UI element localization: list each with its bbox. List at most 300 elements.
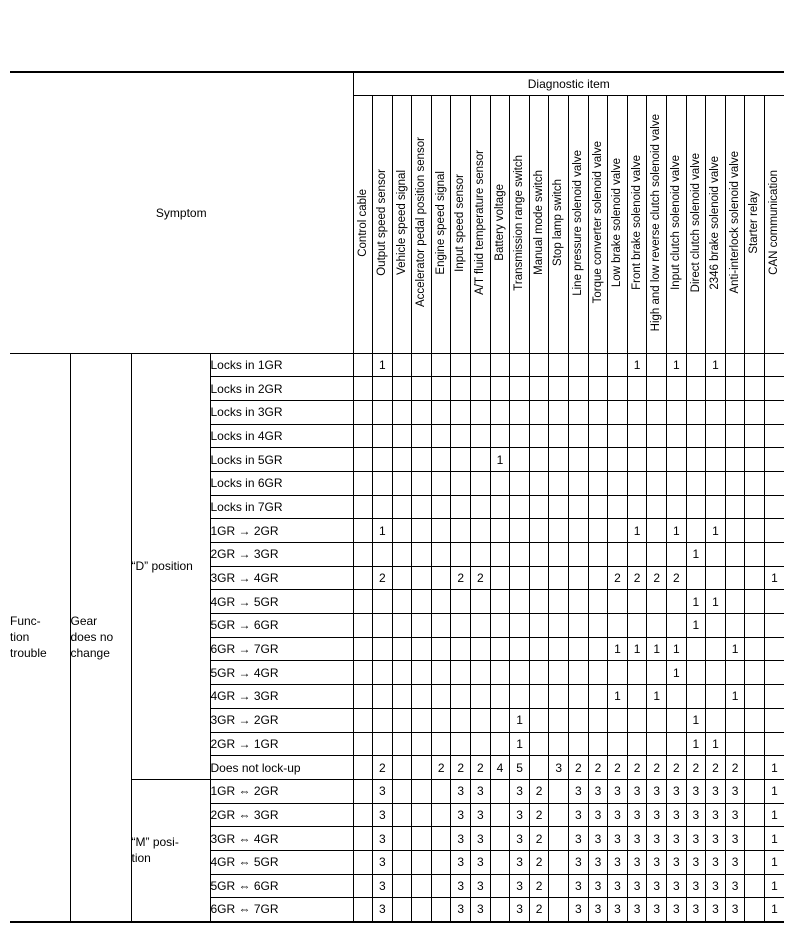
d-position-label: “D” position	[131, 559, 193, 574]
value-cell	[412, 874, 432, 898]
value-cell: 2	[725, 756, 745, 780]
value-cell	[764, 519, 784, 543]
value-cell	[686, 637, 706, 661]
value-cell	[529, 471, 549, 495]
value-cell	[490, 685, 510, 709]
value-cell	[412, 708, 432, 732]
value-cell	[549, 661, 569, 685]
value-cell: 2	[667, 756, 687, 780]
value-cell	[549, 708, 569, 732]
diagnostic-item-label: Front brake solenoid valve	[630, 155, 643, 290]
value-cell	[706, 400, 726, 424]
value-cell	[725, 661, 745, 685]
value-cell	[667, 495, 687, 519]
value-cell	[431, 471, 451, 495]
value-cell	[745, 543, 765, 567]
value-cell	[471, 424, 491, 448]
value-cell	[373, 424, 393, 448]
value-cell	[725, 353, 745, 377]
value-cell	[686, 377, 706, 401]
value-cell	[745, 495, 765, 519]
diagnostic-item-header-cell	[471, 95, 491, 353]
value-cell	[431, 353, 451, 377]
value-cell	[373, 590, 393, 614]
value-cell	[588, 495, 608, 519]
value-cell	[764, 708, 784, 732]
value-cell	[627, 400, 647, 424]
value-cell: 1	[764, 898, 784, 922]
value-cell	[412, 685, 432, 709]
m-position-label: “M” posi- tion	[131, 835, 179, 866]
value-cell	[490, 874, 510, 898]
value-cell	[764, 661, 784, 685]
value-cell	[451, 590, 471, 614]
value-cell	[490, 566, 510, 590]
value-cell	[627, 424, 647, 448]
value-cell	[529, 614, 549, 638]
value-cell: 1	[764, 850, 784, 874]
value-cell	[627, 543, 647, 567]
value-cell: 1	[706, 732, 726, 756]
value-cell	[725, 424, 745, 448]
value-cell	[529, 590, 549, 614]
value-cell	[549, 874, 569, 898]
value-cell: 3	[569, 827, 589, 851]
diagnostic-item-label: Direct clutch solenoid valve	[689, 152, 702, 293]
value-cell	[510, 377, 530, 401]
value-cell: 2	[706, 756, 726, 780]
value-cell	[392, 519, 412, 543]
value-cell	[392, 353, 412, 377]
value-cell: 1	[706, 590, 726, 614]
value-cell	[451, 543, 471, 567]
value-cell	[764, 448, 784, 472]
value-cell	[529, 353, 549, 377]
value-cell	[686, 495, 706, 519]
value-cell: 3	[725, 803, 745, 827]
value-cell	[725, 732, 745, 756]
value-cell: 1	[764, 827, 784, 851]
value-cell	[667, 424, 687, 448]
value-cell: 2	[431, 756, 451, 780]
value-cell	[745, 756, 765, 780]
value-cell	[431, 424, 451, 448]
value-cell: 1	[627, 353, 647, 377]
value-cell	[431, 685, 451, 709]
diagnostic-item-header-cell	[588, 95, 608, 353]
value-cell	[373, 543, 393, 567]
value-cell	[569, 448, 589, 472]
value-cell	[627, 471, 647, 495]
diagnostic-item-label: Manual mode switch	[532, 170, 545, 275]
value-cell: 3	[510, 874, 530, 898]
value-cell	[745, 850, 765, 874]
value-cell: 1	[647, 637, 667, 661]
value-cell: 1	[706, 353, 726, 377]
value-cell	[569, 708, 589, 732]
value-cell	[431, 827, 451, 851]
value-cell	[471, 708, 491, 732]
value-cell	[353, 708, 373, 732]
value-cell	[412, 400, 432, 424]
value-cell	[431, 637, 451, 661]
value-cell	[745, 898, 765, 922]
value-cell: 3	[569, 874, 589, 898]
value-cell	[569, 377, 589, 401]
value-cell: 3	[725, 827, 745, 851]
value-cell	[392, 803, 412, 827]
value-cell: 1	[667, 637, 687, 661]
diagnostic-item-label: Stop lamp switch	[552, 179, 565, 266]
value-cell	[412, 424, 432, 448]
value-cell	[431, 661, 451, 685]
value-cell	[471, 685, 491, 709]
value-cell	[431, 708, 451, 732]
value-cell	[431, 519, 451, 543]
value-cell	[647, 448, 667, 472]
value-cell	[353, 400, 373, 424]
value-cell	[431, 779, 451, 803]
value-cell	[510, 471, 530, 495]
value-cell	[431, 850, 451, 874]
value-cell	[373, 732, 393, 756]
value-cell: 3	[588, 874, 608, 898]
value-cell	[451, 614, 471, 638]
diagnostic-item-label: 2346 brake solenoid valve	[709, 155, 722, 290]
value-cell	[392, 637, 412, 661]
value-cell	[725, 614, 745, 638]
value-cell	[373, 708, 393, 732]
diagnostic-item-label: High and low reverse clutch solenoid valve	[650, 113, 663, 332]
value-cell	[745, 377, 765, 401]
value-cell	[549, 353, 569, 377]
value-cell	[627, 732, 647, 756]
value-cell	[490, 779, 510, 803]
value-cell: 2	[529, 850, 549, 874]
value-cell	[373, 661, 393, 685]
value-cell	[764, 424, 784, 448]
value-cell: 3	[510, 779, 530, 803]
value-cell	[745, 400, 765, 424]
value-cell	[490, 803, 510, 827]
value-cell: 1	[608, 685, 628, 709]
value-cell	[588, 519, 608, 543]
value-cell: 1	[764, 874, 784, 898]
value-cell	[608, 732, 628, 756]
value-cell	[706, 377, 726, 401]
value-cell: 1	[764, 566, 784, 590]
value-cell	[627, 377, 647, 401]
value-cell	[510, 424, 530, 448]
value-cell	[764, 353, 784, 377]
value-cell	[490, 353, 510, 377]
value-cell	[686, 519, 706, 543]
value-cell	[647, 495, 667, 519]
value-cell	[373, 400, 393, 424]
value-cell	[529, 519, 549, 543]
value-cell	[706, 543, 726, 567]
value-cell: 3	[647, 850, 667, 874]
value-cell	[745, 614, 765, 638]
value-cell: 3	[373, 827, 393, 851]
value-cell	[471, 543, 491, 567]
value-cell	[725, 495, 745, 519]
value-cell	[431, 898, 451, 922]
value-cell: 3	[451, 874, 471, 898]
value-cell: 3	[706, 803, 726, 827]
value-cell	[549, 377, 569, 401]
value-cell	[392, 566, 412, 590]
value-cell	[764, 400, 784, 424]
value-cell	[431, 590, 451, 614]
value-cell: 1	[667, 661, 687, 685]
value-cell	[529, 566, 549, 590]
value-cell	[706, 471, 726, 495]
diagnostic-item-label: Low brake solenoid valve	[611, 157, 624, 288]
value-cell	[392, 827, 412, 851]
value-cell	[412, 495, 432, 519]
diagnostic-item-header-cell	[667, 95, 687, 353]
value-cell: 3	[588, 898, 608, 922]
value-cell	[588, 471, 608, 495]
value-cell: 1	[725, 685, 745, 709]
value-cell	[412, 543, 432, 567]
value-cell: 3	[608, 803, 628, 827]
diagnostic-item-label: Input speed sensor	[454, 173, 467, 272]
value-cell	[608, 424, 628, 448]
value-cell	[471, 353, 491, 377]
diagnostic-item-label: Vehicle speed signal	[395, 170, 408, 275]
value-cell	[353, 827, 373, 851]
value-cell	[412, 590, 432, 614]
value-cell	[725, 708, 745, 732]
value-cell	[431, 874, 451, 898]
value-cell: 3	[451, 898, 471, 922]
value-cell	[451, 353, 471, 377]
value-cell	[471, 590, 491, 614]
value-cell	[725, 543, 745, 567]
value-cell	[412, 661, 432, 685]
value-cell	[412, 471, 432, 495]
value-cell	[412, 779, 432, 803]
value-cell: 3	[608, 827, 628, 851]
value-cell	[373, 471, 393, 495]
value-cell	[647, 424, 667, 448]
value-cell	[353, 874, 373, 898]
value-cell	[667, 614, 687, 638]
value-cell	[588, 661, 608, 685]
value-cell	[353, 471, 373, 495]
value-cell: 3	[686, 898, 706, 922]
value-cell	[392, 661, 412, 685]
value-cell	[588, 566, 608, 590]
value-cell	[549, 424, 569, 448]
value-cell: 1	[686, 614, 706, 638]
symptom-cell: Locks in 3GR	[210, 400, 353, 424]
value-cell	[510, 661, 530, 685]
value-cell: 1	[627, 637, 647, 661]
value-cell	[451, 637, 471, 661]
value-cell	[431, 614, 451, 638]
value-cell	[686, 353, 706, 377]
value-cell: 2	[471, 566, 491, 590]
value-cell	[608, 353, 628, 377]
value-cell	[745, 353, 765, 377]
value-cell: 3	[471, 803, 491, 827]
value-cell: 3	[706, 874, 726, 898]
value-cell: 1	[373, 353, 393, 377]
value-cell: 1	[686, 708, 706, 732]
diagnostic-item-header-cell	[451, 95, 471, 353]
value-cell: 2	[529, 803, 549, 827]
value-cell: 3	[373, 779, 393, 803]
value-cell: 3	[569, 898, 589, 922]
value-cell: 2	[686, 756, 706, 780]
value-cell: 3	[588, 827, 608, 851]
symptom-cell: 2GR ⇔ 3GR	[210, 803, 353, 827]
value-cell	[549, 495, 569, 519]
value-cell: 3	[588, 803, 608, 827]
value-cell	[490, 898, 510, 922]
value-cell	[529, 400, 549, 424]
value-cell	[529, 543, 549, 567]
value-cell	[706, 637, 726, 661]
value-cell	[431, 803, 451, 827]
gear-no-change-label: Gear does no change	[70, 614, 114, 660]
value-cell	[549, 898, 569, 922]
value-cell: 3	[627, 850, 647, 874]
value-cell	[353, 566, 373, 590]
value-cell: 3	[471, 874, 491, 898]
symptom-cell: Does not lock-up	[210, 756, 353, 780]
value-cell: 1	[490, 448, 510, 472]
value-cell: 1	[686, 732, 706, 756]
value-cell	[686, 566, 706, 590]
value-cell: 2	[608, 566, 628, 590]
value-cell: 3	[608, 779, 628, 803]
value-cell: 3	[569, 803, 589, 827]
value-cell	[667, 377, 687, 401]
value-cell	[608, 448, 628, 472]
value-cell	[647, 377, 667, 401]
value-cell	[686, 661, 706, 685]
symptom-cell: Locks in 1GR	[210, 353, 353, 377]
value-cell: 1	[373, 519, 393, 543]
value-cell	[451, 661, 471, 685]
value-cell	[490, 400, 510, 424]
value-cell	[471, 637, 491, 661]
value-cell: 3	[451, 803, 471, 827]
value-cell	[490, 471, 510, 495]
value-cell	[608, 377, 628, 401]
function-trouble-label: Func- tion trouble	[10, 614, 47, 660]
value-cell	[412, 898, 432, 922]
value-cell: 2	[608, 756, 628, 780]
value-cell: 1	[608, 637, 628, 661]
value-cell: 3	[451, 779, 471, 803]
value-cell: 3	[627, 803, 647, 827]
value-cell	[569, 495, 589, 519]
value-cell	[667, 685, 687, 709]
value-cell	[431, 732, 451, 756]
value-cell	[353, 353, 373, 377]
d-position-cell	[131, 353, 210, 779]
value-cell	[608, 495, 628, 519]
value-cell	[647, 353, 667, 377]
value-cell: 1	[667, 519, 687, 543]
value-cell: 2	[529, 898, 549, 922]
value-cell: 1	[764, 779, 784, 803]
value-cell	[706, 614, 726, 638]
value-cell: 2	[667, 566, 687, 590]
table-body	[10, 353, 784, 922]
value-cell	[745, 661, 765, 685]
value-cell	[667, 543, 687, 567]
value-cell	[706, 448, 726, 472]
value-cell	[392, 708, 412, 732]
value-cell: 2	[569, 756, 589, 780]
value-cell: 2	[451, 566, 471, 590]
diagnostic-item-label: Accelerator pedal position sensor	[415, 137, 428, 308]
diagnostic-item-label: Anti-interlock solenoid valve	[728, 151, 741, 294]
value-cell	[608, 519, 628, 543]
value-cell: 3	[647, 779, 667, 803]
value-cell: 2	[471, 756, 491, 780]
value-cell: 3	[686, 779, 706, 803]
value-cell	[549, 590, 569, 614]
value-cell	[412, 519, 432, 543]
value-cell	[431, 495, 451, 519]
value-cell: 3	[667, 803, 687, 827]
value-cell	[373, 377, 393, 401]
value-cell	[588, 424, 608, 448]
value-cell: 2	[529, 874, 549, 898]
value-cell	[627, 685, 647, 709]
value-cell	[627, 590, 647, 614]
value-cell	[412, 732, 432, 756]
value-cell	[569, 353, 589, 377]
diagnostic-item-header-cell	[706, 95, 726, 353]
value-cell	[431, 377, 451, 401]
value-cell	[490, 732, 510, 756]
value-cell	[510, 448, 530, 472]
value-cell: 3	[627, 779, 647, 803]
value-cell	[490, 614, 510, 638]
value-cell	[745, 685, 765, 709]
value-cell	[451, 732, 471, 756]
value-cell	[549, 850, 569, 874]
value-cell: 3	[725, 874, 745, 898]
value-cell	[764, 543, 784, 567]
value-cell	[412, 756, 432, 780]
value-cell: 2	[627, 566, 647, 590]
diagnostic-item-header-cell	[392, 95, 412, 353]
value-cell	[490, 377, 510, 401]
value-cell	[529, 685, 549, 709]
value-cell: 1	[686, 590, 706, 614]
value-cell: 2	[373, 566, 393, 590]
diagnostic-item-header-cell	[412, 95, 432, 353]
value-cell	[686, 448, 706, 472]
value-cell: 3	[588, 779, 608, 803]
value-cell	[549, 827, 569, 851]
value-cell	[471, 448, 491, 472]
value-cell	[510, 519, 530, 543]
symptom-cell: Locks in 2GR	[210, 377, 353, 401]
value-cell: 3	[471, 827, 491, 851]
value-cell	[647, 614, 667, 638]
value-cell	[647, 732, 667, 756]
